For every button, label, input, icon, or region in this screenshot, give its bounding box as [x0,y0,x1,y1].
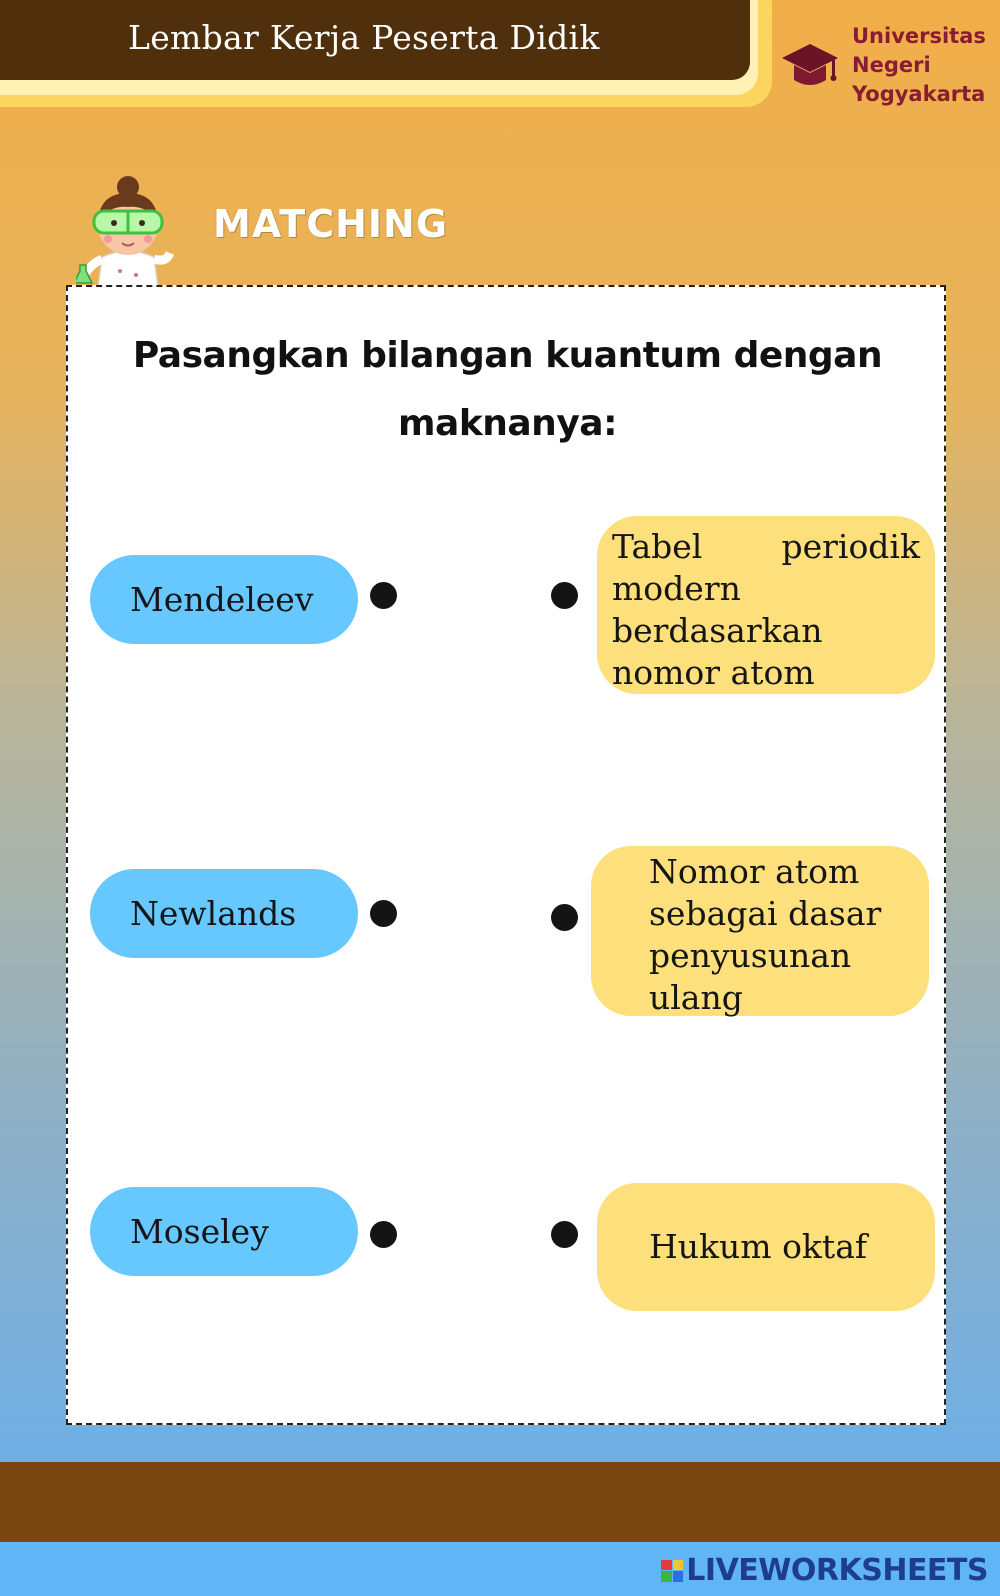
right-item-label: Nomor atom sebagai dasar penyusunan ulang [649,852,882,1017]
footer-bar [0,1462,1000,1542]
right-connector-dot-1[interactable] [551,582,578,609]
left-item-label: Moseley [130,1212,269,1251]
liveworksheets-logo[interactable] [661,1553,988,1588]
logo-line-2: Negeri [852,53,931,77]
right-item-label: modern berdasarkan nomor atom [612,569,823,692]
liveworksheets-logo-icon [661,1560,683,1582]
instruction-text: Pasangkan bilangan kuantum dengan maknanya: [132,335,883,444]
right-connector-dot-2[interactable] [551,904,578,931]
left-item-newlands [90,869,358,958]
graduation-cap-icon [780,40,840,94]
scientist-mascot-icon [76,175,180,287]
page-title: Lembar Kerja Peserta Didik [128,18,600,57]
right-connector-dot-3[interactable] [551,1221,578,1248]
left-item-label: Mendeleev [130,580,314,619]
logo-line-3: Yogyakarta [852,82,986,106]
left-item-label: Newlands [130,894,297,933]
right-item-first-line: Tabel periodik [612,527,920,566]
right-item-label: Hukum oktaf [649,1227,868,1266]
logo-line-1: Universitas [852,24,986,48]
section-title: MATCHING [213,202,449,246]
right-item-tabel-periodik [597,516,935,694]
university-logo-text [852,22,986,109]
liveworksheets-logo-text: LIVEWORKSHEETS [686,1553,988,1588]
left-connector-dot-2[interactable] [370,900,397,927]
right-item-hukum-oktaf [597,1183,935,1311]
left-item-mendeleev [90,555,358,644]
left-item-moseley [90,1187,358,1276]
left-connector-dot-3[interactable] [370,1221,397,1248]
right-item-nomor-atom [591,846,929,1016]
left-connector-dot-1[interactable] [370,582,397,609]
